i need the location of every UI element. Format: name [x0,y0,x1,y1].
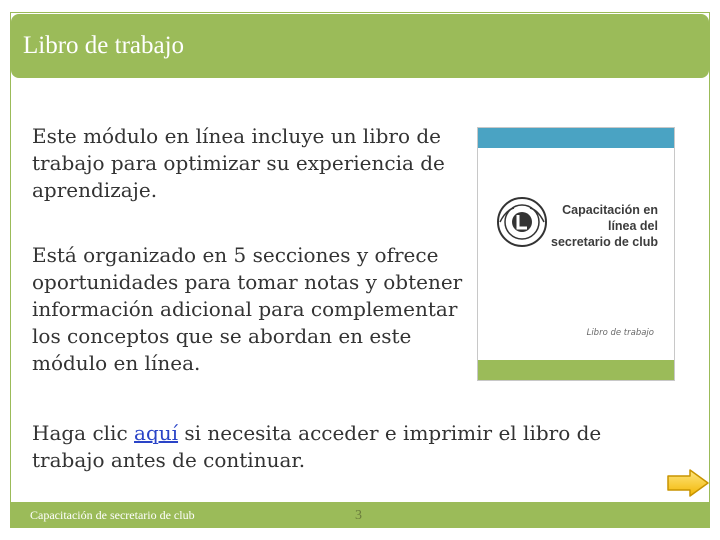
download-text-before: Haga clic [32,421,135,445]
footer-course-name: Capacitación de secretario de club [30,508,195,522]
next-arrow-icon[interactable] [666,468,710,498]
download-text-after: si necesita acceder e imprimir el libro de trabajo antes de continuar. [32,421,602,472]
intro-paragraph: Este módulo en línea incluye un libro de trabajo para optimizar su experiencia de aprendizaje. [32,124,445,202]
cover-bottom-band [478,360,674,380]
title-bar [11,14,709,78]
workbook-link[interactable]: aquí [134,421,179,445]
sections-paragraph: Está organizado en 5 secciones y ofrece oportunidades para tomar notas y obtener información adicional para complementar los conceptos que se abordan en este módulo en línea. [32,243,463,375]
cover-title: Capacitación en línea del secretario de club [551,203,658,249]
lions-logo-icon [496,196,548,248]
cover-subtitle: Libro de trabajo [586,328,654,338]
workbook-cover-image [477,127,675,381]
slide-title: Libro de trabajo [23,32,185,59]
download-paragraph [32,420,672,474]
cover-top-band [478,128,674,148]
page-number: 3 [355,508,362,523]
